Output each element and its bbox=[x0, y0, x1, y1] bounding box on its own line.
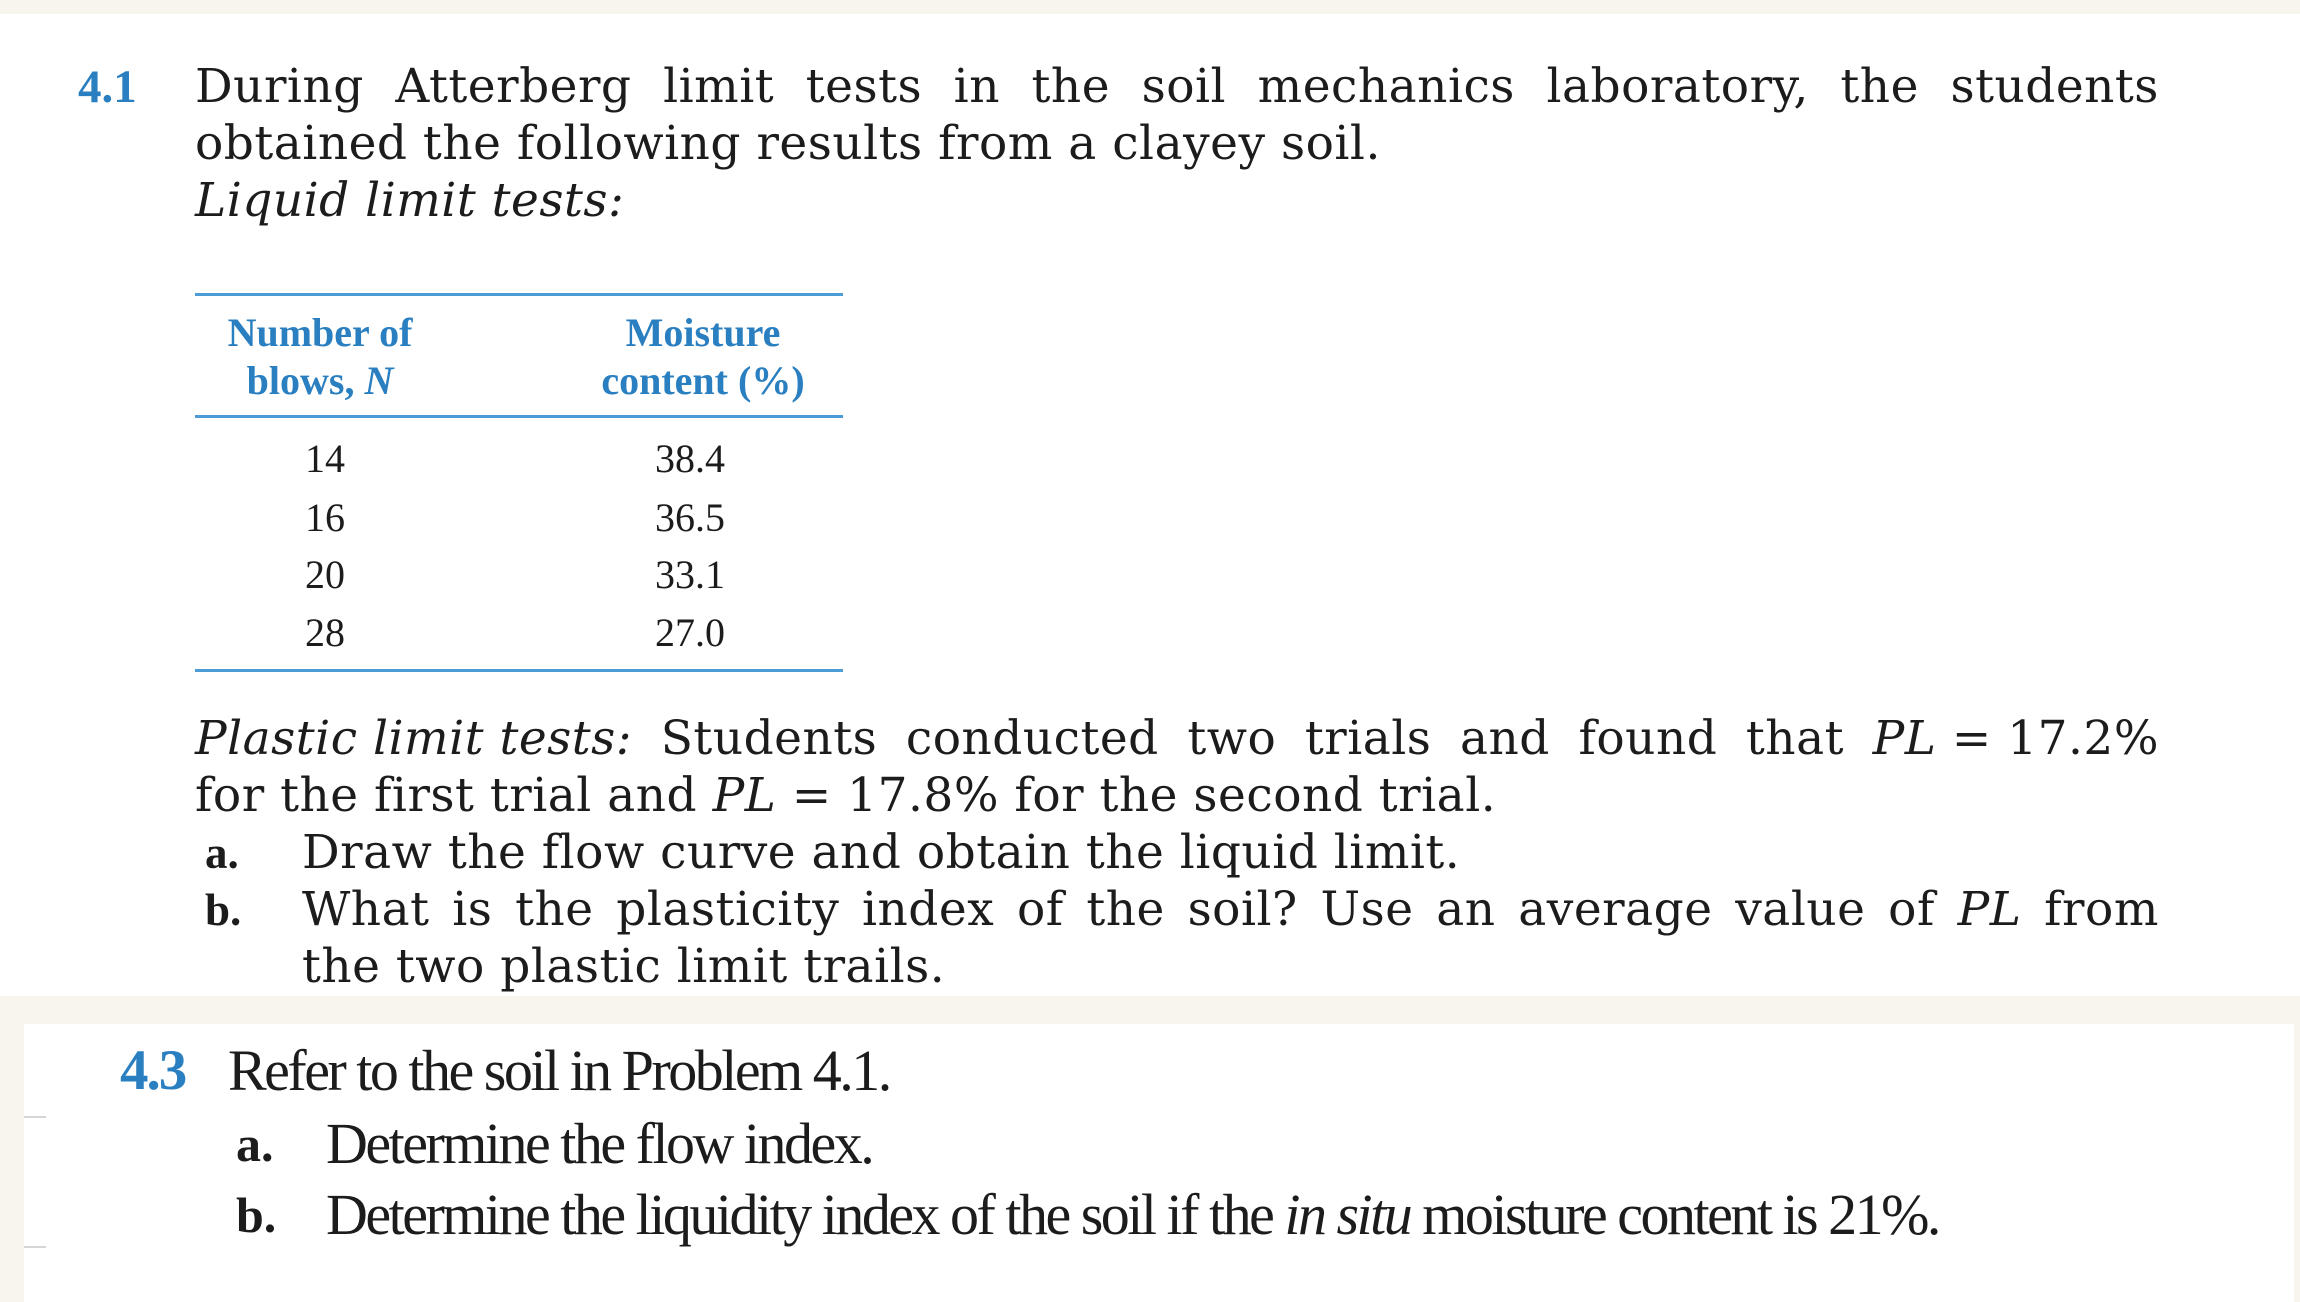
text: moisture content is 21%. bbox=[1410, 1182, 1939, 1247]
word: the bbox=[1031, 59, 1111, 114]
word: index bbox=[862, 882, 995, 937]
word: limit bbox=[663, 59, 775, 114]
word: in bbox=[953, 59, 1000, 114]
item-a-label: a. bbox=[205, 828, 239, 878]
problem-4-3-intro: Refer to the soil in Problem 4.1. bbox=[228, 1038, 890, 1103]
problem-4-3-panel bbox=[24, 1024, 2294, 1302]
word: the bbox=[1840, 59, 1919, 114]
item-b-text bbox=[326, 1182, 1939, 1248]
header-moisture-content bbox=[563, 309, 843, 405]
cell-blows: 14 bbox=[305, 436, 345, 481]
text: for the first trial and bbox=[195, 768, 713, 823]
plastic-limit-heading: Plastic limit tests: bbox=[195, 711, 633, 766]
header-text: blows, bbox=[246, 358, 365, 403]
item-b-label: b. bbox=[205, 885, 242, 935]
table-top-rule bbox=[195, 293, 843, 296]
pl-variable: PL bbox=[1957, 882, 2022, 937]
item-a-text: Draw the flow curve and obtain the liquid limit. bbox=[302, 825, 1461, 880]
plastic-limit-line-2 bbox=[195, 767, 1496, 825]
item-b-label: b. bbox=[236, 1187, 277, 1243]
cell-moisture: 36.5 bbox=[655, 495, 725, 540]
item-b-line-2: the two plastic limit trails. bbox=[302, 939, 946, 994]
item-a-text: Determine the flow index. bbox=[326, 1111, 873, 1176]
header-variable-n: N bbox=[364, 358, 394, 403]
word: an bbox=[1436, 882, 1496, 937]
word: plasticity bbox=[616, 882, 840, 937]
word: two bbox=[1187, 711, 1277, 766]
word: laboratory, bbox=[1546, 59, 1809, 114]
plastic-limit-line-1 bbox=[195, 710, 2159, 768]
word: soil? bbox=[1187, 882, 1298, 937]
word: is bbox=[452, 882, 493, 937]
pl-expression bbox=[1873, 710, 2159, 768]
equals-sign: = bbox=[1936, 711, 2008, 766]
equals-sign: = bbox=[776, 768, 848, 823]
liquid-limit-heading: Liquid limit tests: bbox=[195, 173, 625, 228]
problem-4-1-line-2: obtained the following results from a clayey soil. bbox=[195, 116, 1381, 171]
word: value bbox=[1735, 882, 1866, 937]
problem-4-1-line-1 bbox=[195, 58, 2159, 116]
cell-blows: 16 bbox=[305, 495, 345, 540]
word: During bbox=[195, 59, 364, 114]
cell-blows: 20 bbox=[305, 552, 345, 597]
header-line: Moisture bbox=[625, 310, 781, 355]
cell-moisture: 33.1 bbox=[655, 552, 725, 597]
word: the bbox=[1086, 882, 1165, 937]
word: of bbox=[1888, 882, 1935, 937]
word: conducted bbox=[905, 711, 1159, 766]
cell-blows: 28 bbox=[305, 610, 345, 655]
word: from bbox=[2044, 882, 2159, 937]
word: found bbox=[1578, 711, 1718, 766]
problem-number-4-3: 4.3 bbox=[120, 1039, 186, 1102]
margin-tick bbox=[24, 1116, 46, 1118]
pl-variable: PL bbox=[712, 768, 777, 823]
pl-variable: PL bbox=[1872, 711, 1937, 766]
word: average bbox=[1518, 882, 1713, 937]
in-situ-text: in situ bbox=[1284, 1182, 1411, 1247]
margin-tick bbox=[24, 1246, 46, 1248]
word: that bbox=[1745, 711, 1844, 766]
word: of bbox=[1016, 882, 1064, 937]
cell-moisture: 38.4 bbox=[655, 436, 725, 481]
item-a-label: a. bbox=[236, 1116, 274, 1172]
cell-moisture: 27.0 bbox=[655, 610, 725, 655]
item-b-line-1 bbox=[302, 881, 2159, 939]
table-header-rule bbox=[195, 415, 843, 418]
word: tests bbox=[805, 59, 923, 114]
word: mechanics bbox=[1257, 59, 1515, 114]
word: What bbox=[302, 882, 430, 937]
header-line: Number of bbox=[227, 310, 413, 355]
text: Determine the liquidity index of the soil if the bbox=[326, 1182, 1285, 1247]
word: Atterberg bbox=[395, 59, 632, 114]
word: trials bbox=[1304, 711, 1432, 766]
header-line bbox=[195, 357, 445, 405]
header-line: content (%) bbox=[601, 358, 805, 403]
pl-value-trial-2: 17.8% bbox=[847, 768, 999, 823]
table-bottom-rule bbox=[195, 669, 843, 672]
word: Use bbox=[1320, 882, 1414, 937]
pl-value-trial-1: 17.2% bbox=[2007, 711, 2159, 766]
word: and bbox=[1460, 711, 1550, 766]
word: the bbox=[515, 882, 594, 937]
word: soil bbox=[1141, 59, 1227, 114]
word: students bbox=[1950, 59, 2159, 114]
problem-number-4-1: 4.1 bbox=[78, 61, 137, 113]
text: for the second trial. bbox=[998, 768, 1497, 823]
word: Students bbox=[660, 711, 878, 766]
problem-4-1-panel bbox=[0, 14, 2300, 996]
header-number-of-blows bbox=[195, 309, 445, 405]
